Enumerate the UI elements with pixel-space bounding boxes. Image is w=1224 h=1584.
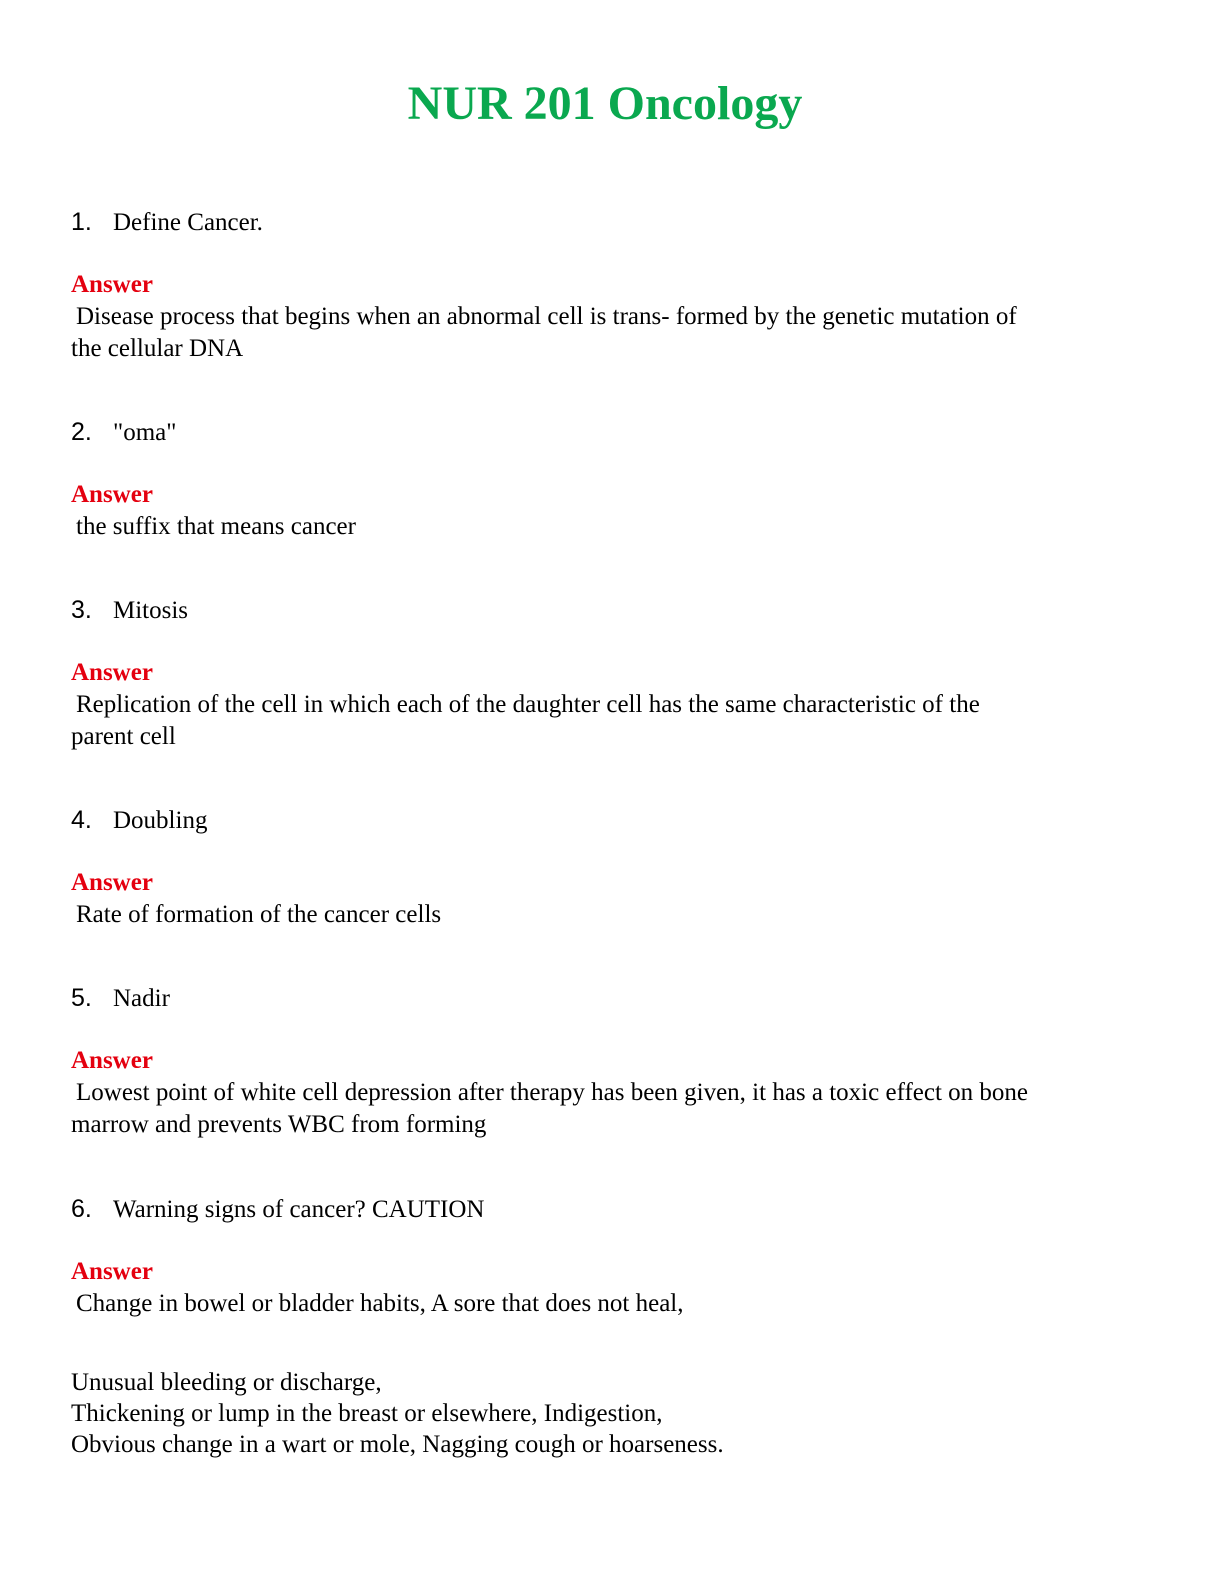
question-text: "oma" [113, 419, 177, 446]
answer-line: the cellular DNA [71, 335, 244, 362]
question-text: Warning signs of cancer? CAUTION [113, 1196, 485, 1223]
answer-line: marrow and prevents WBC from forming [71, 1111, 487, 1138]
answer-text [71, 511, 1151, 543]
qa-item-4 [71, 804, 1151, 931]
question-number: 3. [71, 596, 92, 624]
page-title: NUR 201 Oncology [407, 77, 803, 130]
qa-item-3 [71, 594, 1151, 753]
continuation-line: Thickening or lump in the breast or elsewhere, Indigestion, [71, 1400, 663, 1427]
qa-item-2 [71, 416, 1151, 543]
answer-text [71, 899, 1151, 931]
question-number: 1. [71, 208, 92, 236]
qa-item-6 [71, 1193, 1151, 1460]
answer-text [71, 1288, 1151, 1320]
answer-label: Answer [71, 271, 153, 298]
question-number: 6. [71, 1195, 92, 1223]
qa-item-1 [71, 206, 1151, 365]
question-text: Mitosis [113, 597, 189, 624]
answer-label: Answer [71, 481, 153, 508]
qa-item-5 [71, 982, 1151, 1141]
question-5 [71, 982, 1151, 1015]
question-number: 4. [71, 806, 92, 834]
question-6 [71, 1193, 1151, 1226]
answer-line: Change in bowel or bladder habits, A sore that does not heal, [76, 1290, 684, 1317]
question-text: Define Cancer. [113, 209, 263, 236]
answer-text [71, 689, 1151, 753]
question-text: Nadir [113, 985, 170, 1012]
question-3 [71, 594, 1151, 627]
question-number: 5. [71, 984, 92, 1012]
answer-label: Answer [71, 869, 153, 896]
continuation-line: Obvious change in a wart or mole, Nagging cough or hoarseness. [71, 1431, 724, 1458]
answer-line: Disease process that begins when an abnormal cell is trans- formed by the genetic mutation of [76, 303, 1017, 330]
answer-line: Replication of the cell in which each of the daughter cell has the same characteristic of the [76, 691, 980, 718]
question-4 [71, 804, 1151, 837]
continuation-line: Unusual bleeding or discharge, [71, 1369, 382, 1396]
answer-text [71, 1077, 1151, 1141]
answer-label: Answer [71, 1258, 153, 1285]
answer-line: Rate of formation of the cancer cells [76, 901, 442, 928]
answer-line: Lowest point of white cell depression after therapy has been given, it has a toxic effect on bone [76, 1079, 1029, 1106]
answer-line: the suffix that means cancer [76, 513, 356, 540]
question-text: Doubling [113, 807, 208, 834]
question-2 [71, 416, 1151, 449]
question-1 [71, 206, 1151, 239]
answer-label: Answer [71, 659, 153, 686]
answer-line: parent cell [71, 723, 176, 750]
answer-continuation [71, 1367, 1151, 1460]
answer-text [71, 301, 1151, 365]
answer-label: Answer [71, 1047, 153, 1074]
question-number: 2. [71, 418, 92, 446]
